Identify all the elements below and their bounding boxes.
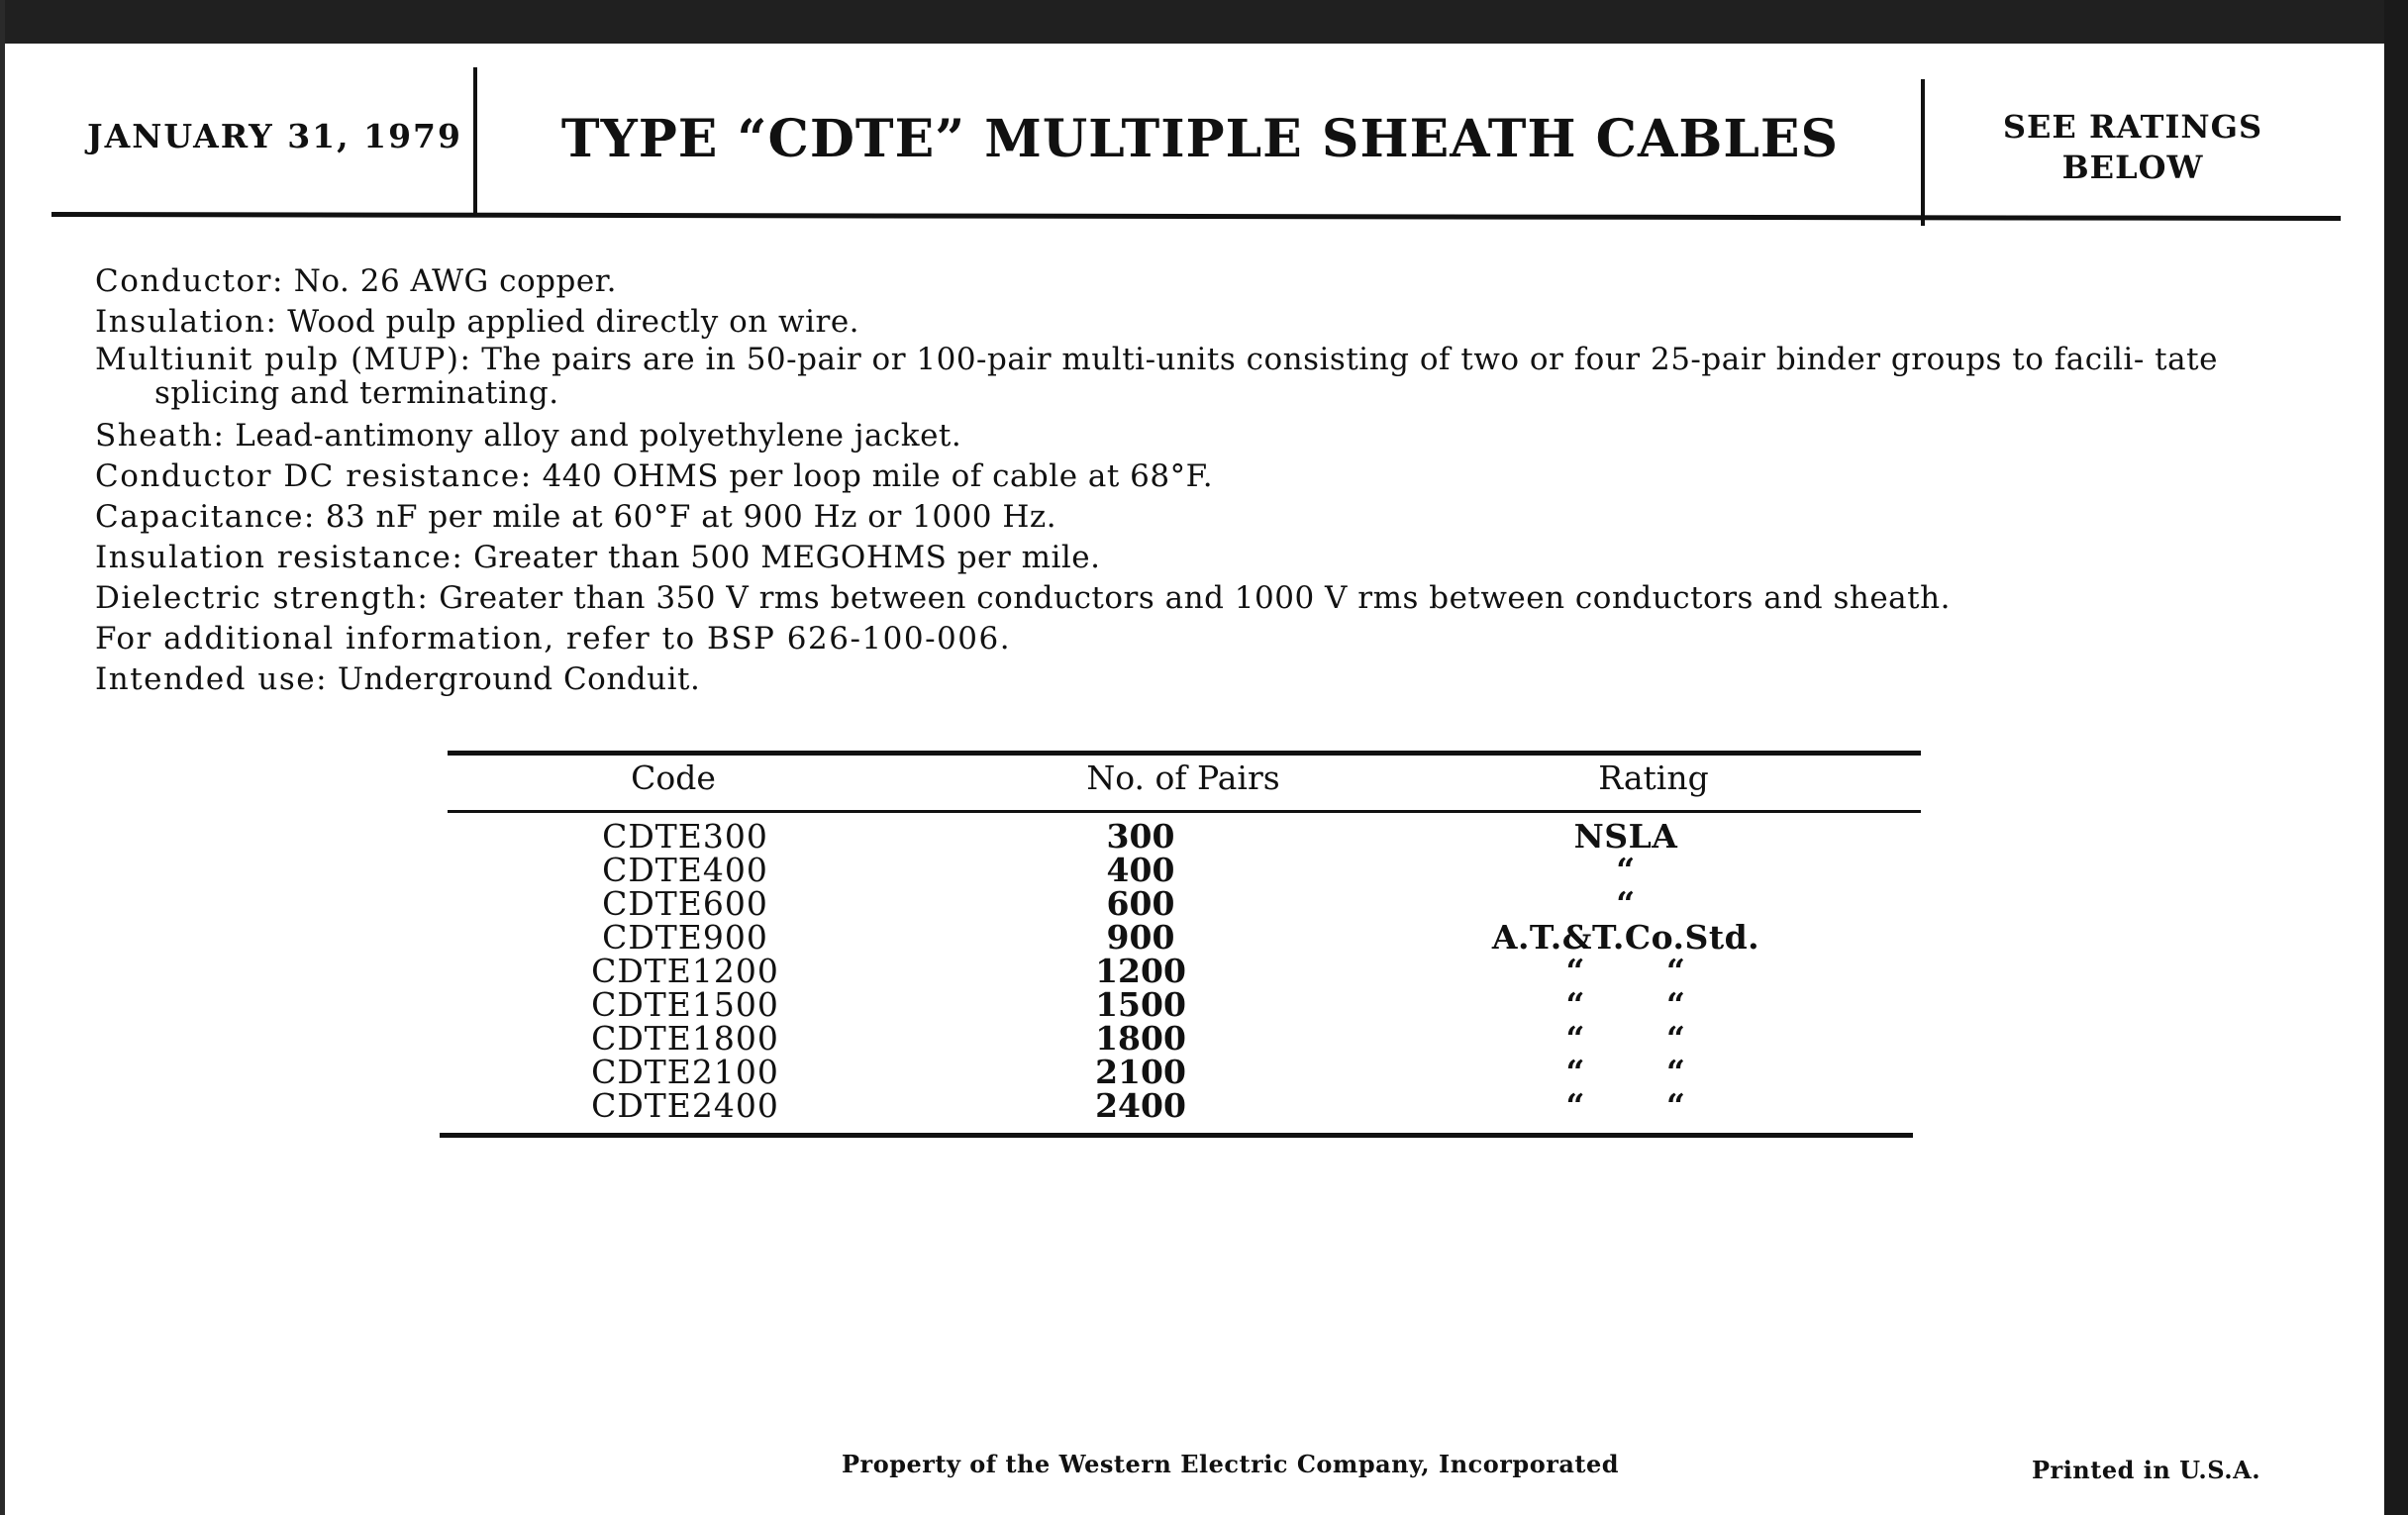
spec-value: Underground Conduit. [337,661,701,697]
header-divider-left [473,67,477,214]
spec-label: Sheath: [95,418,226,454]
cell-code: CDTE1500 [591,985,779,1024]
specifications-list [95,261,2343,700]
spec-capacitance [95,497,2343,538]
table-header-rule [448,810,1921,813]
column-header-code: Code [631,758,716,797]
table-row [448,1019,1921,1058]
cell-code: CDTE400 [602,851,768,889]
issue-date: JANUARY 31, 1979 [87,117,462,155]
cell-rating: “ “ [1565,1053,1686,1091]
cell-rating: “ “ [1565,1086,1686,1125]
spec-value: No. 26 AWG copper. [293,263,617,299]
spec-dielectric-strength [95,578,2343,619]
spec-label: Dielectric strength: [95,580,430,616]
cell-pairs: 1500 [1095,985,1186,1024]
spec-value: Lead-antimony alloy and polyethylene jacket. [235,418,962,454]
spec-label: Insulation resistance: [95,540,464,575]
cell-pairs: 2400 [1095,1086,1186,1125]
cell-pairs: 900 [1106,918,1175,957]
spec-sheath [95,416,2343,456]
column-header-rating: Rating [1598,758,1709,797]
spec-label: Capacitance: [95,499,316,535]
printed-in-notice: Printed in U.S.A. [2032,1456,2261,1484]
table-row [448,851,1921,889]
scan-border-right [2384,0,2408,1515]
cell-code: CDTE900 [602,918,768,957]
table-row [448,817,1921,856]
cell-pairs: 400 [1106,851,1175,889]
spec-multiunit-pulp [95,343,2353,410]
table-row [448,918,1921,957]
spec-additional-info [95,619,2343,659]
spec-dc-resistance [95,456,2343,497]
cell-code: CDTE2400 [591,1086,779,1125]
cell-pairs: 1200 [1095,952,1186,990]
ratings-note-line2: BELOW [2061,149,2204,186]
ratings-note-line1: SEE RATINGS [2002,108,2263,146]
table-row [448,1053,1921,1091]
cell-code: CDTE300 [602,817,768,856]
header-rule [51,212,2341,221]
page-title: TYPE “CDTE” MULTIPLE SHEATH CABLES [560,109,1840,169]
cell-pairs: 2100 [1095,1053,1186,1091]
cable-ratings-table [448,817,1921,1125]
cell-rating: “ “ [1565,952,1686,990]
table-bottom-rule [440,1133,1913,1138]
cell-pairs: 300 [1106,817,1175,856]
spec-insulation [95,302,2343,343]
spec-label: For additional information, refer to BSP 626-100-006. [95,621,1012,656]
column-header-pairs: No. of Pairs [1086,758,1280,797]
spec-value: Greater than 500 MEGOHMS per mile. [473,540,1101,575]
cell-rating: “ “ [1565,1019,1686,1058]
spec-label: Conductor DC resistance: [95,458,533,494]
table-row [448,985,1921,1024]
property-notice: Property of the Western Electric Company, Incorporated [842,1450,1620,1478]
cell-rating: “ “ [1565,985,1686,1024]
cell-code: CDTE1200 [591,952,779,990]
cell-rating: NSLA [1573,817,1678,856]
spec-label: Insulation: [95,304,278,340]
spec-value: The pairs are in 50-pair or 100-pair multi-units consisting of two or four 25-pair binder groups to facili- tate splicing and terminating. [154,342,2218,411]
scan-border-left [0,0,5,1515]
spec-value: 83 nF per mile at 60°F at 900 Hz or 1000 Hz. [325,499,1057,535]
cell-code: CDTE2100 [591,1053,779,1091]
cell-rating: “ [1616,884,1636,923]
scan-border-top [0,0,2408,44]
table-row [448,1086,1921,1125]
cell-rating: A.T.&T.Co.Std. [1491,918,1760,957]
spec-insulation-resistance [95,538,2343,578]
spec-value: Wood pulp applied directly on wire. [287,304,860,340]
cell-code: CDTE600 [602,884,768,923]
cell-rating: “ [1616,851,1636,889]
table-row [448,952,1921,990]
spec-value: 440 OHMS per loop mile of cable at 68°F. [542,458,1214,494]
table-row [448,884,1921,923]
cell-pairs: 600 [1106,884,1175,923]
spec-value: Greater than 350 V rms between conductors and 1000 V rms between conductors and sheath. [439,580,1951,616]
ratings-note [1925,107,2341,188]
spec-intended-use [95,659,2343,700]
cell-pairs: 1800 [1095,1019,1186,1058]
spec-label: Intended use: [95,661,329,697]
spec-conductor [95,261,2343,302]
table-top-rule [448,751,1921,756]
cell-code: CDTE1800 [591,1019,779,1058]
spec-label: Multiunit pulp (MUP): [95,342,472,377]
spec-label: Conductor: [95,263,284,299]
